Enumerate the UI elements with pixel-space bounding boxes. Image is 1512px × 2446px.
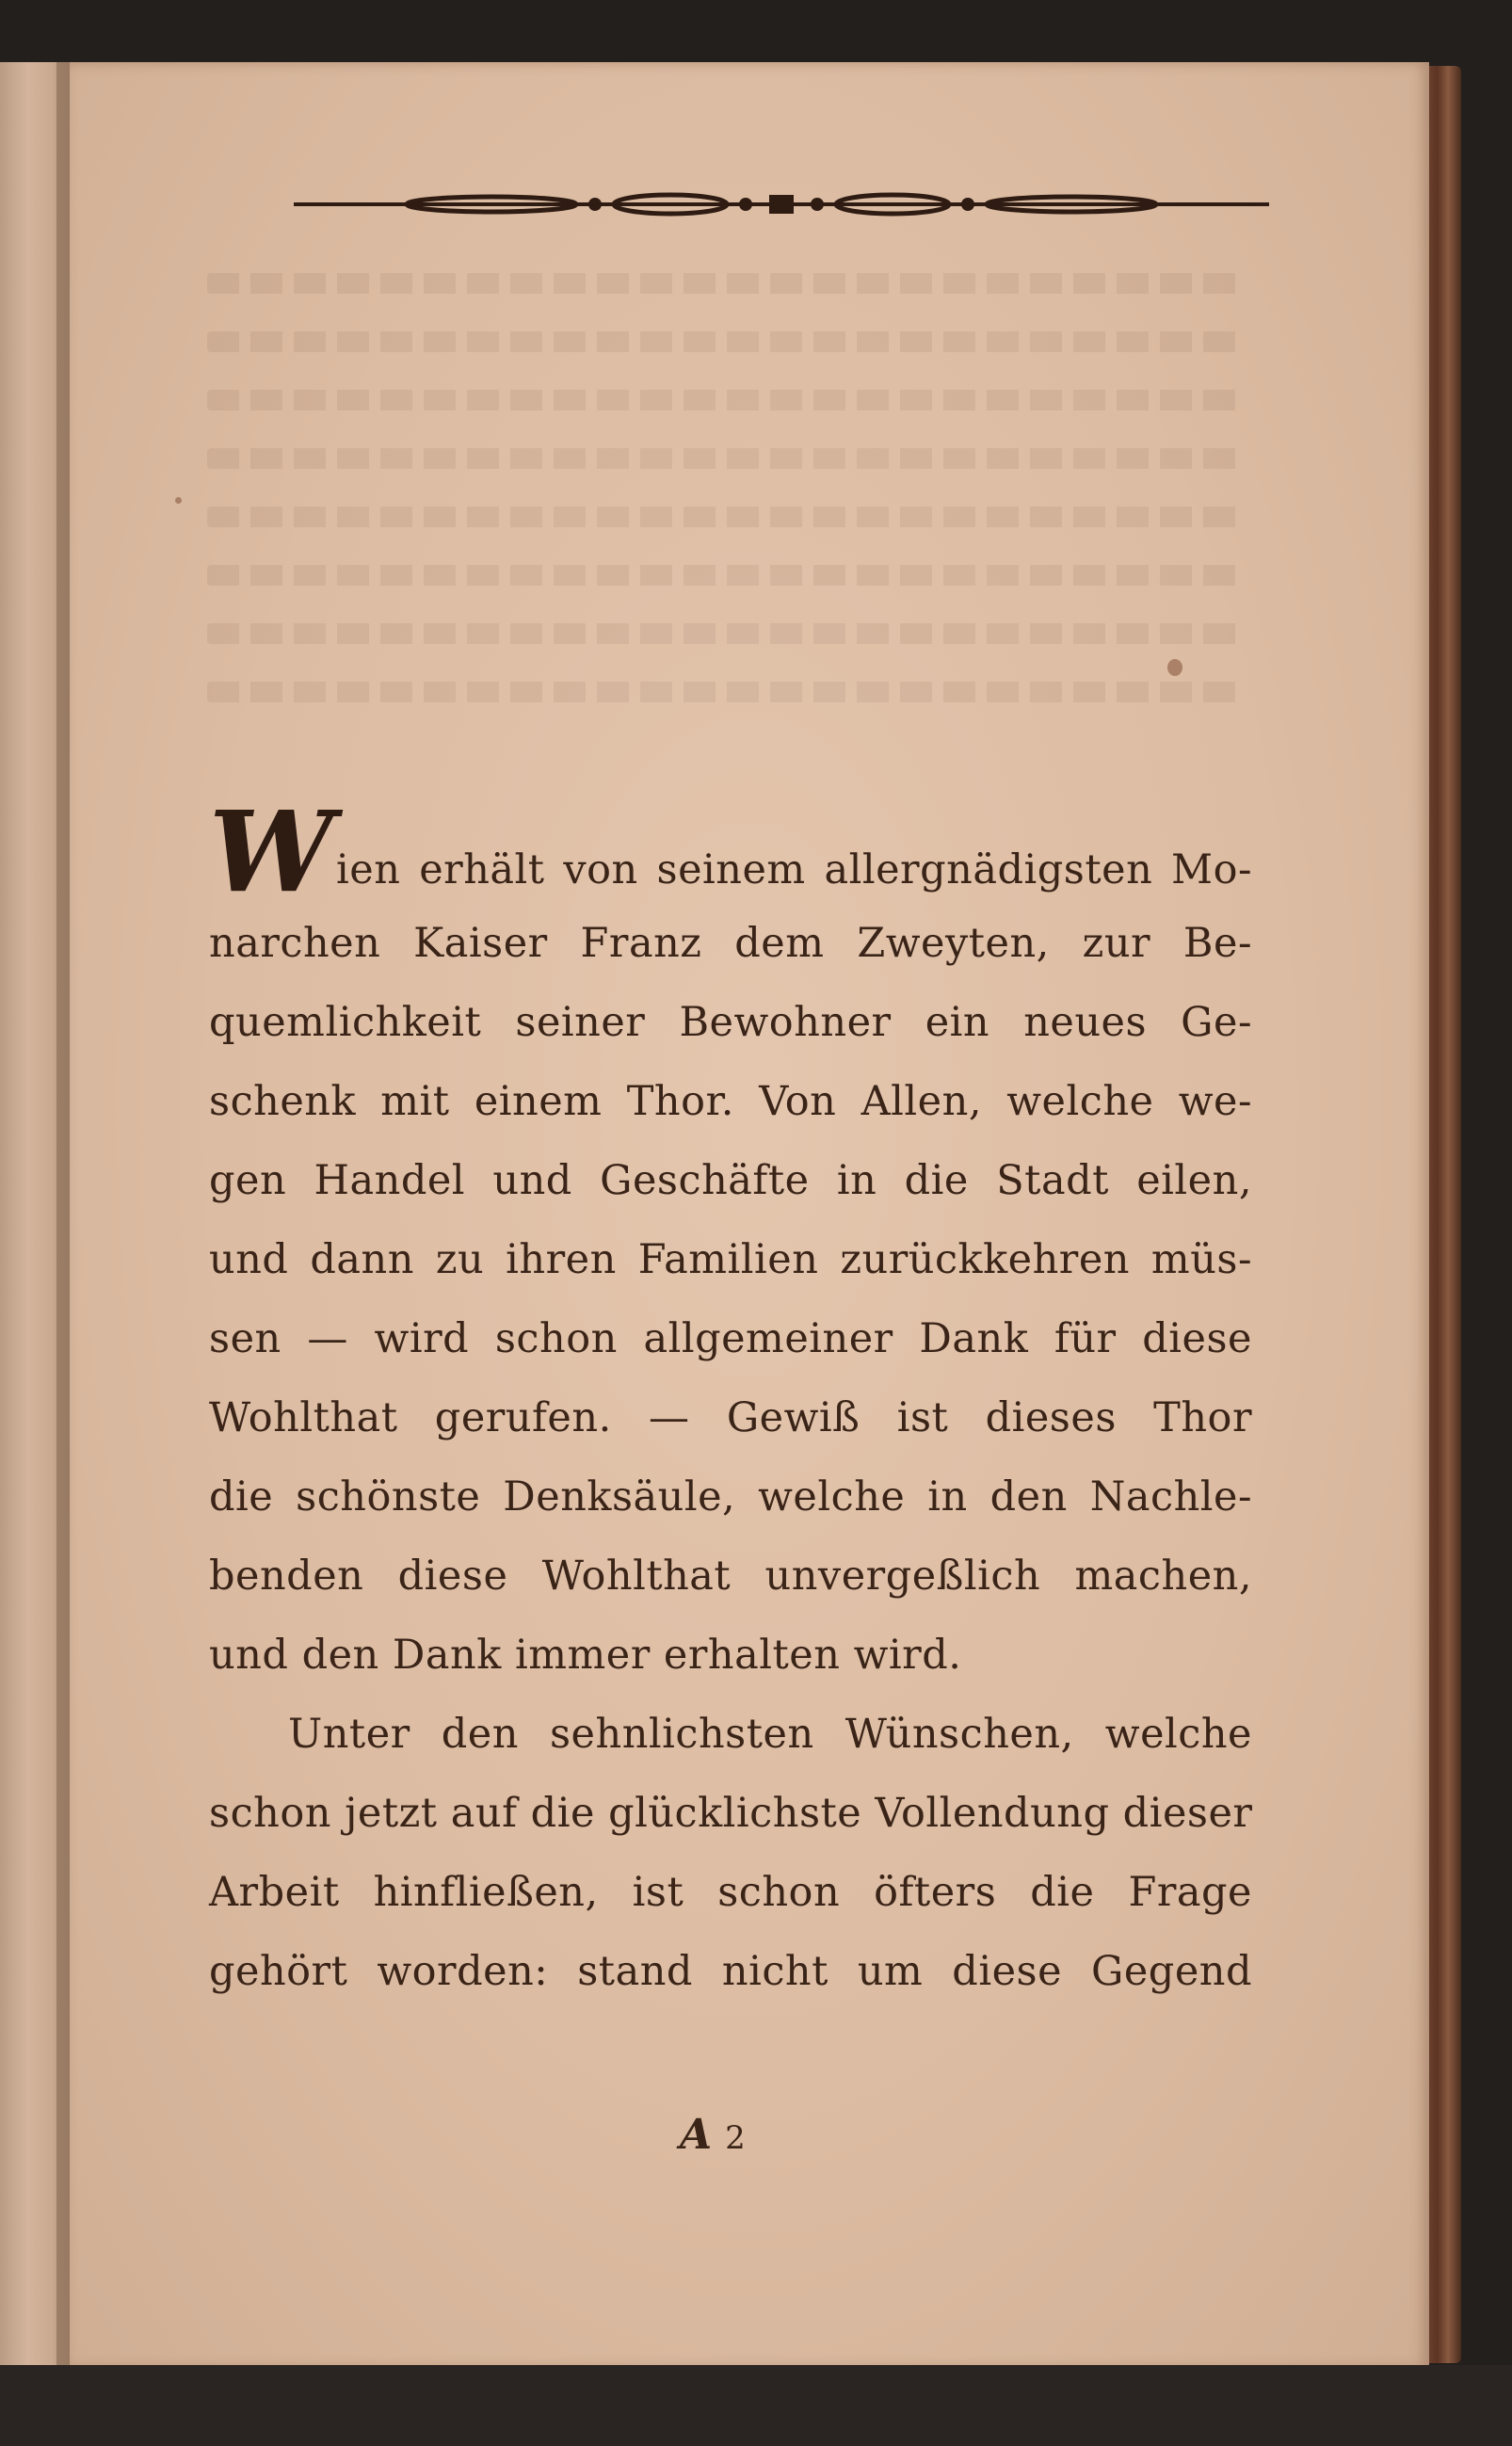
ornamental-rule xyxy=(294,185,1269,224)
drop-cap: W xyxy=(209,786,335,917)
text-line: gen Handel und Geschäfte in die Stadt eilen, xyxy=(209,1157,1252,1204)
text-line: die schönste Denksäule, welche in den Nachle- xyxy=(209,1473,1252,1521)
text-line: Arbeit hinfließen, ist schon öfters die Frage xyxy=(209,1869,1252,1916)
text-line: schon jetzt auf die glücklichste Vollendung dieser xyxy=(209,1790,1253,1837)
text-line: und den Dank immer erhalten wird. xyxy=(209,1632,962,1679)
text-line: und dann zu ihren Familien zurückkehren müs- xyxy=(209,1236,1252,1283)
signature-mark xyxy=(680,2107,812,2164)
text-line: Wien erhält von seinem allergnädigsten Mo- xyxy=(209,786,1252,917)
background-surface xyxy=(0,2365,1512,2446)
text-line: quemlichkeit seiner Bewohner ein neues Ge- xyxy=(209,999,1252,1046)
text-line: benden diese Wohlthat unvergeßlich machen, xyxy=(209,1553,1252,1600)
text-line: gehört worden: stand nicht um diese Gegend xyxy=(209,1948,1252,1995)
bleed-through-text xyxy=(207,273,1243,781)
paper-stain xyxy=(175,497,182,504)
paper-stain xyxy=(1167,659,1182,676)
body-text xyxy=(209,786,1253,2011)
text-line: Unter den sehnlichsten Wünschen, welche xyxy=(288,1711,1252,1758)
text-line: schenk mit einem Thor. Von Allen, welche we- xyxy=(209,1078,1252,1125)
signature-number: 2 xyxy=(725,2119,746,2157)
text-line: Wohlthat gerufen. — Gewiß ist dieses Thor xyxy=(209,1394,1252,1441)
text-line: sen — wird schon allgemeiner Dank für diese xyxy=(209,1315,1252,1362)
signature-letter: A xyxy=(680,2111,713,2159)
text-line: narchen Kaiser Franz dem Zweyten, zur Be- xyxy=(209,920,1252,967)
